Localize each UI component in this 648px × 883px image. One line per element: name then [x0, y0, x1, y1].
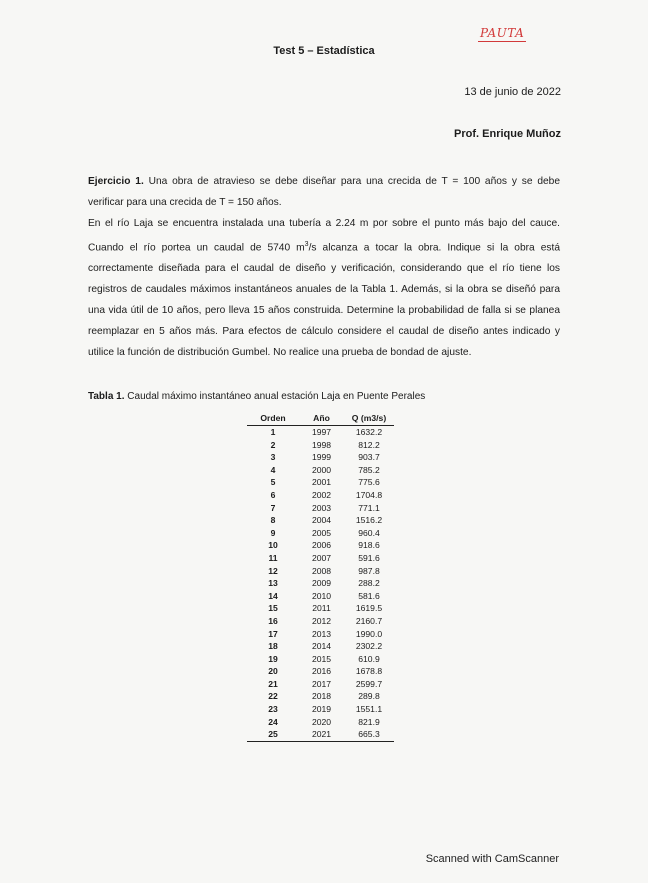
flow-table [247, 411, 394, 742]
table-row [247, 653, 394, 666]
cell-ano: 2000 [311, 464, 332, 475]
table-row [247, 615, 394, 628]
cell-ano: 2006 [311, 540, 332, 551]
cell-ano: 2005 [311, 527, 332, 538]
cell-ano: 1997 [311, 427, 332, 437]
table-row [247, 690, 394, 703]
table-row [247, 539, 394, 552]
exercise-text [88, 171, 560, 363]
cell-orden: 10 [268, 540, 278, 551]
cell-orden: 12 [268, 565, 278, 576]
table-row [247, 628, 394, 641]
table-row [247, 464, 394, 477]
cell-orden: 4 [270, 464, 276, 475]
cell-caudal: 289.8 [358, 691, 380, 702]
table-row [247, 552, 394, 565]
cell-caudal: 665.3 [344, 728, 394, 741]
table-row [247, 489, 394, 502]
table-row [247, 527, 394, 540]
cell-caudal: 2160.7 [355, 615, 383, 626]
cell-ano: 2003 [311, 502, 332, 513]
table-row [247, 565, 394, 578]
cell-caudal: 812.2 [358, 439, 380, 450]
cell-ano: 2001 [311, 477, 332, 488]
exercise-para2-sup: 3 [304, 241, 309, 248]
cell-caudal: 2599.7 [355, 678, 383, 689]
cell-ano: 2016 [311, 666, 332, 677]
cell-ano: 2007 [311, 552, 332, 563]
table-row [247, 602, 394, 615]
cell-caudal: 1990.0 [355, 628, 383, 639]
cell-caudal: 1516.2 [355, 515, 383, 526]
cell-orden: 8 [270, 515, 276, 526]
cell-orden: 13 [268, 578, 278, 589]
cell-ano: 2011 [312, 603, 331, 614]
cell-orden: 16 [268, 615, 278, 626]
cell-ano: 1998 [311, 439, 332, 450]
table-row [247, 439, 394, 452]
cell-caudal: 1632.2 [355, 427, 383, 437]
cell-ano: 2019 [311, 704, 332, 715]
cell-ano: 2010 [311, 590, 332, 601]
cell-caudal: 960.4 [358, 527, 380, 538]
cell-caudal: 288.2 [358, 578, 380, 589]
table-caption-label: Tabla 1. [88, 391, 125, 402]
cell-orden: 7 [270, 502, 276, 513]
exercise-para2-a: En el río Laja se encuentra instalada una tubería a 2.24 m por sobre el punto más bajo del cauce. Cuando el río portea un caudal de 5740 m [88, 218, 560, 254]
cell-caudal: 775.6 [358, 477, 380, 488]
pauta-stamp: PAUTA [480, 26, 525, 40]
table-row [247, 502, 394, 515]
cell-ano: 2015 [311, 653, 332, 664]
table-row [247, 703, 394, 716]
cell-orden: 18 [268, 641, 278, 652]
table-row [247, 476, 394, 489]
cell-ano: 2018 [311, 691, 332, 702]
cell-caudal: 1678.8 [355, 666, 383, 677]
cell-orden: 21 [268, 678, 278, 689]
exercise-heading: Ejercicio 1. [88, 176, 144, 187]
cell-ano: 2009 [311, 578, 332, 589]
cell-orden: 22 [268, 691, 278, 702]
date-line: 13 de junio de 2022 [464, 86, 561, 98]
page-title: Test 5 – Estadística [273, 45, 375, 57]
header-caudal: Q (m3/s) [344, 411, 394, 426]
exercise-para2-b: /s alcanza a tocar la obra. Indique si la obra está correctamente diseñada para el caudal de diseño y verificación, considerando que el río tiene los registros de caudales máximos instantáneos anuales de la Tabla 1. Además, si la obra se diseñó para una vida útil de 10 años, pero lleva 15 años construida. Determine la probabilidad de falla si se planea reemplazar en 5 años más. Para efectos de cálculo considere el caudal de diseño antes indicado y utilice la función de distribución Gumbel. No realice una prueba de bondad de ajuste. [88, 242, 560, 359]
cell-ano: 2021 [299, 728, 344, 741]
cell-ano: 2008 [311, 565, 332, 576]
table-header-row [247, 411, 394, 426]
cell-ano: 2004 [311, 515, 332, 526]
cell-caudal: 581.6 [358, 590, 380, 601]
table-row [247, 577, 394, 590]
table-row [247, 426, 394, 439]
cell-orden: 2 [270, 439, 276, 450]
cell-ano: 1999 [311, 452, 332, 463]
scanner-watermark: Scanned with CamScanner [425, 853, 559, 865]
cell-ano: 2014 [311, 641, 332, 652]
exercise-paragraph-1 [88, 171, 560, 213]
cell-orden: 20 [268, 666, 278, 677]
table-row [247, 665, 394, 678]
table-row [247, 640, 394, 653]
cell-ano: 2012 [311, 615, 332, 626]
cell-ano: 2013 [311, 628, 332, 639]
cell-caudal: 903.7 [358, 452, 380, 463]
cell-orden: 24 [268, 716, 278, 727]
cell-caudal: 1551.1 [355, 704, 383, 715]
cell-orden: 1 [270, 427, 276, 437]
header-ano: Año [299, 411, 344, 426]
cell-orden: 9 [270, 527, 276, 538]
cell-caudal: 785.2 [358, 464, 380, 475]
cell-caudal: 771.1 [358, 502, 380, 513]
cell-ano: 2020 [311, 716, 332, 727]
exercise-para1: Una obra de atravieso se debe diseñar para una crecida de T = 100 años y se debe verificar para una crecida de T = 150 años. [88, 176, 560, 208]
cell-orden: 6 [270, 489, 276, 500]
cell-caudal: 1704.8 [355, 489, 383, 500]
cell-caudal: 987.8 [358, 565, 380, 576]
cell-caudal: 918.6 [358, 540, 380, 551]
exercise-paragraph-2 [88, 213, 560, 363]
cell-caudal: 610.9 [358, 653, 380, 664]
cell-orden: 5 [270, 477, 276, 488]
table-row [247, 678, 394, 691]
header-orden: Orden [247, 411, 299, 426]
table-body [247, 426, 394, 742]
cell-ano: 2002 [311, 489, 332, 500]
cell-ano: 2017 [311, 678, 332, 689]
table-row [247, 590, 394, 603]
cell-caudal: 1619.5 [355, 603, 383, 614]
table-row [247, 728, 394, 741]
cell-caudal: 2302.2 [355, 641, 383, 652]
cell-caudal: 591.6 [358, 552, 380, 563]
table-row [247, 716, 394, 729]
table-caption [88, 391, 425, 402]
cell-orden: 14 [268, 590, 278, 601]
cell-orden: 19 [268, 653, 278, 664]
cell-orden: 11 [268, 552, 278, 563]
table-row [247, 514, 394, 527]
table-row [247, 451, 394, 464]
professor-name: Prof. Enrique Muñoz [454, 128, 561, 140]
cell-caudal: 821.9 [358, 716, 380, 727]
cell-orden: 3 [270, 452, 276, 463]
cell-orden: 25 [247, 728, 299, 741]
cell-orden: 23 [268, 704, 278, 715]
table-caption-text: Caudal máximo instantáneo anual estación Laja en Puente Perales [127, 391, 426, 402]
cell-orden: 17 [268, 628, 278, 639]
cell-orden: 15 [268, 603, 278, 614]
